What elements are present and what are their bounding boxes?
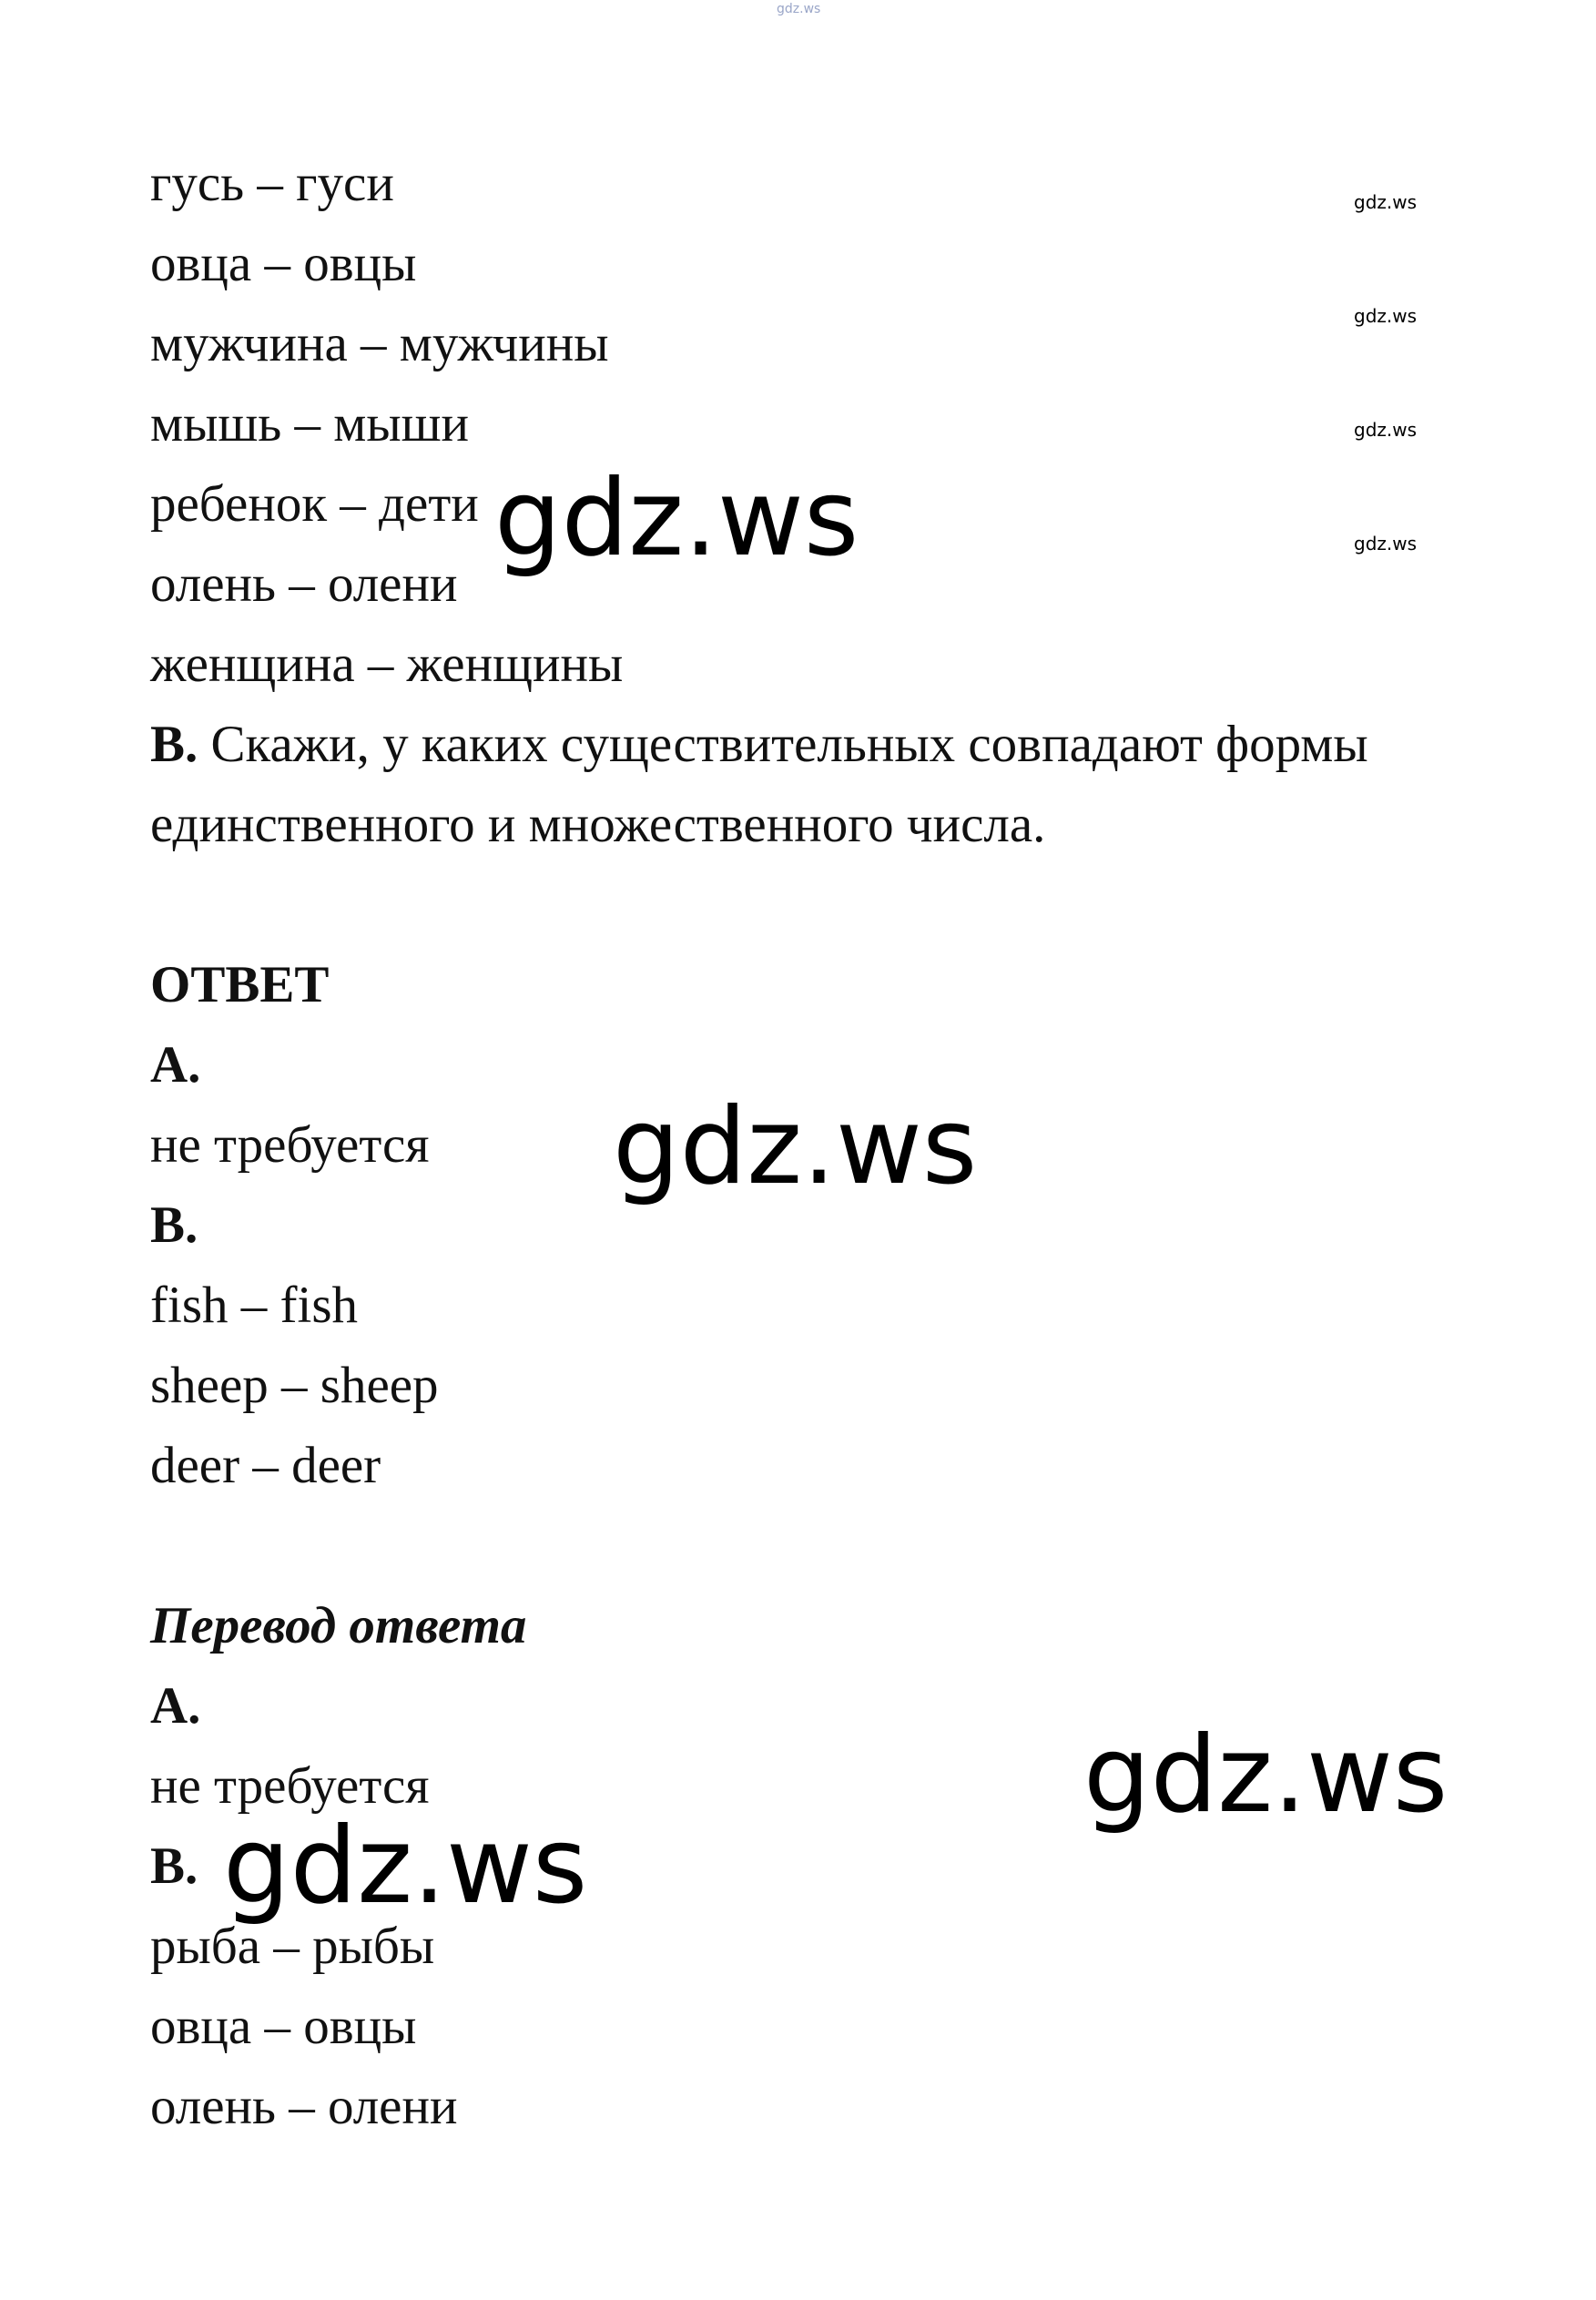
- word-pair: ребенок – дети: [150, 475, 479, 533]
- big-watermark: gdz.ws: [494, 457, 859, 580]
- answer-b-item: deer – deer: [150, 1437, 381, 1494]
- big-watermark: gdz.ws: [613, 1085, 978, 1208]
- word-pair: овца – овцы: [150, 235, 417, 292]
- side-watermark: gdz.ws: [1354, 419, 1418, 441]
- task-b-line-2: единственного и множественного числа.: [150, 796, 1046, 853]
- answer-b-label: B.: [150, 1196, 198, 1254]
- translation-a-label: A.: [150, 1677, 201, 1735]
- answer-a-label: A.: [150, 1036, 201, 1094]
- answer-a-text: не требуется: [150, 1116, 430, 1174]
- translation-b-item: овца – овцы: [150, 1998, 417, 2055]
- top-watermark: gdz.ws: [777, 2, 821, 16]
- answer-heading: ОТВЕТ: [150, 956, 330, 1013]
- answer-b-item: sheep – sheep: [150, 1357, 439, 1414]
- translation-b-item: олень – олени: [150, 2078, 458, 2135]
- big-watermark: gdz.ws: [1083, 1714, 1449, 1837]
- side-watermark: gdz.ws: [1354, 191, 1418, 213]
- side-watermark: gdz.ws: [1354, 533, 1418, 555]
- word-pair: мышь – мыши: [150, 395, 470, 453]
- translation-heading: Перевод ответа: [150, 1597, 527, 1654]
- translation-b-item: рыба – рыбы: [150, 1918, 435, 1975]
- task-b-line-1: [150, 713, 1368, 777]
- task-b-text: Скажи, у каких существительных совпадают формы: [198, 716, 1368, 773]
- big-watermark: gdz.ws: [223, 1805, 588, 1928]
- translation-b-label: B.: [150, 1837, 198, 1895]
- answer-b-item: fish – fish: [150, 1277, 358, 1334]
- word-pair: женщина – женщины: [150, 636, 624, 693]
- word-pair: олень – олени: [150, 555, 458, 613]
- task-b-label: B.: [150, 716, 198, 773]
- side-watermark: gdz.ws: [1354, 305, 1418, 327]
- word-pair: гусь – гуси: [150, 155, 394, 212]
- translation-a-text: не требуется: [150, 1757, 430, 1815]
- word-pair: мужчина – мужчины: [150, 315, 609, 372]
